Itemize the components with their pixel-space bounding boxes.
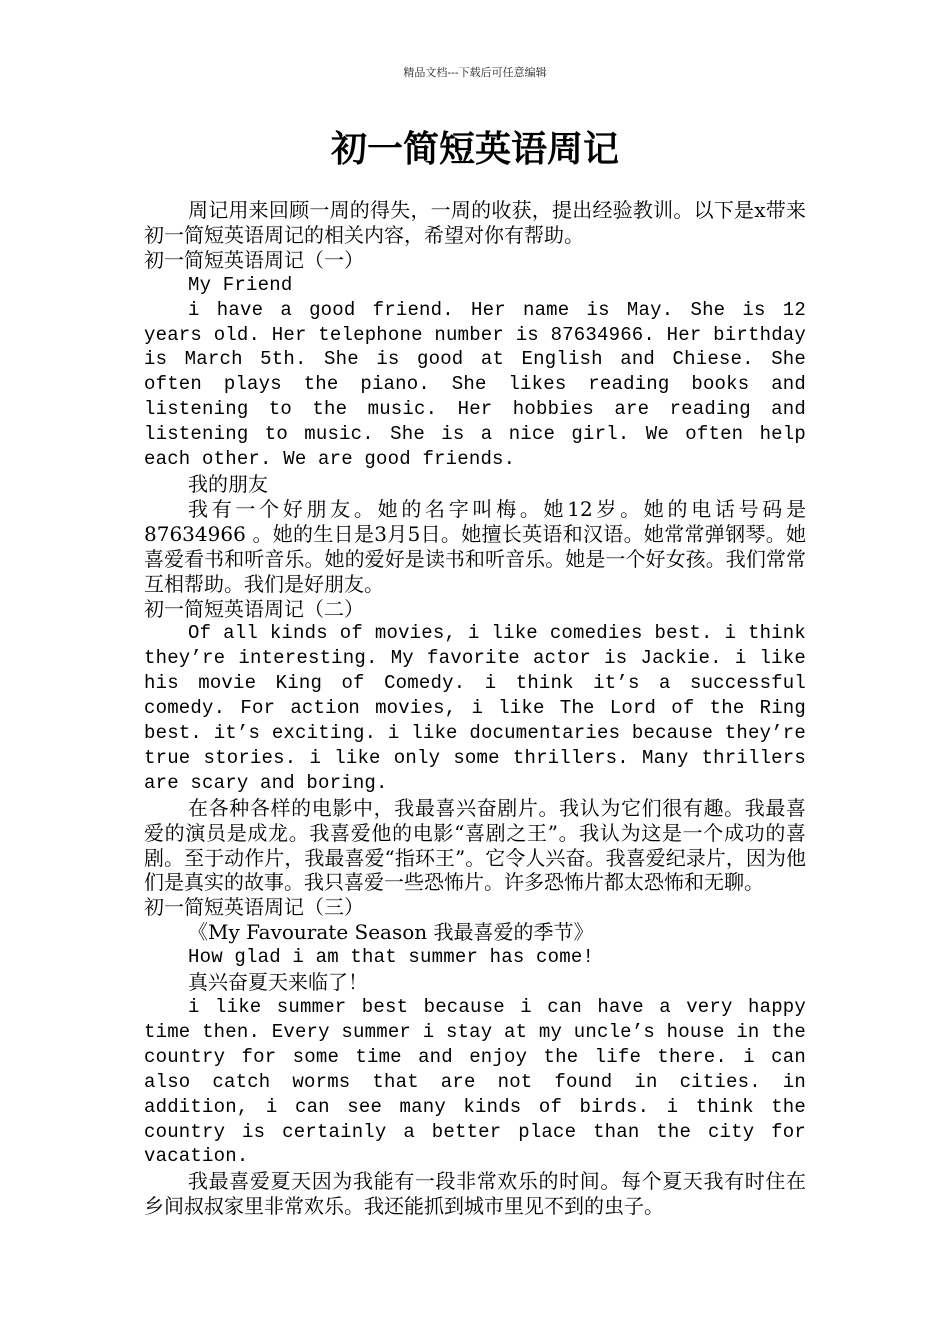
section-3-english-line: How glad i am that summer has come! (188, 946, 595, 969)
document-title: 初一简短英语周记 (330, 129, 619, 170)
section-3-heading: 初一简短英语周记（三） (144, 895, 364, 920)
section-3-title: 《My Favourate Season 我最喜爱的季节》 (188, 920, 594, 945)
section-2-chinese-body: 在各种各样的电影中，我最喜兴奋剧片。我认为它们很有趣。我最喜爱的演员是成龙。我喜爱他的电影“喜剧之王”。我认为这是一个成功的喜剧。至于动作片，我最喜爱“指环王”。它令人兴奋。我喜爱纪录片，因为他们是真实的故事。我只喜爱一些恐怖片。许多恐怖片都太恐怖和无聊。 (144, 795, 806, 895)
section-2-heading: 初一简短英语周记（二） (144, 596, 364, 621)
page-header-note: 精品文档---下载后可任意编辑 (403, 66, 547, 79)
section-2-english-body: Of all kinds of movies, i like comedies best. i think they’re interesting. My favorite actor is Jackie. i like his movie King of Comedy. i think it’s a successful comedy. For action movies, i like The Lord of the Ring best. it’s exciting. i like documentaries because they’re true stories. i like only some thrillers. Many thrillers are scary and boring. (144, 622, 806, 794)
section-3-chinese-body: 我最喜爱夏天因为我能有一段非常欢乐的时间。每个夏天我有时住在乡间叔叔家里非常欢乐。我还能抓到城市里见不到的虫子。 (144, 1169, 806, 1219)
intro-paragraph: 周记用来回顾一周的得失，一周的收获，提出经验教训。以下是x带来初一简短英语周记的相关内容，希望对你有帮助。 (144, 198, 806, 247)
section-3-english-body: i like summer best because i can have a very happy time then. Every summer i stay at my uncle’s house in the country for some time and enjoy the life there. i can also catch worms that are not found in cities. in addition, i can see many kinds of birds. i think the country is certainly a better place than the city for vacation. (144, 996, 806, 1168)
section-1-chinese-title: 我的朋友 (188, 471, 268, 496)
section-1-chinese-body: 我有一个好朋友。她的名字叫梅。她12岁。她的电话号码是87634966 。她的生日是3月5日。她擅长英语和汉语。她常常弹钢琴。她喜爱看书和听音乐。她的爱好是读书和听音乐。她是一个好女孩。我们常常互相帮助。我们是好朋友。 (144, 496, 806, 596)
document-body (144, 198, 806, 1219)
section-1-heading: 初一简短英语周记（一） (144, 247, 364, 272)
section-1-english-body: i have a good friend. Her name is May. She is 12 years old. Her telephone number is 87634966. Her birthday is March 5th. She is good at English and Chiese. She often plays the piano. She likes reading books and listening to the music. Her hobbies are reading and listening to music. She is a nice girl. We often help each other. We are good friends. (144, 298, 806, 471)
section-3-chinese-line: 真兴奋夏天来临了！ (188, 970, 368, 995)
section-1-english-title: My Friend (188, 273, 293, 296)
